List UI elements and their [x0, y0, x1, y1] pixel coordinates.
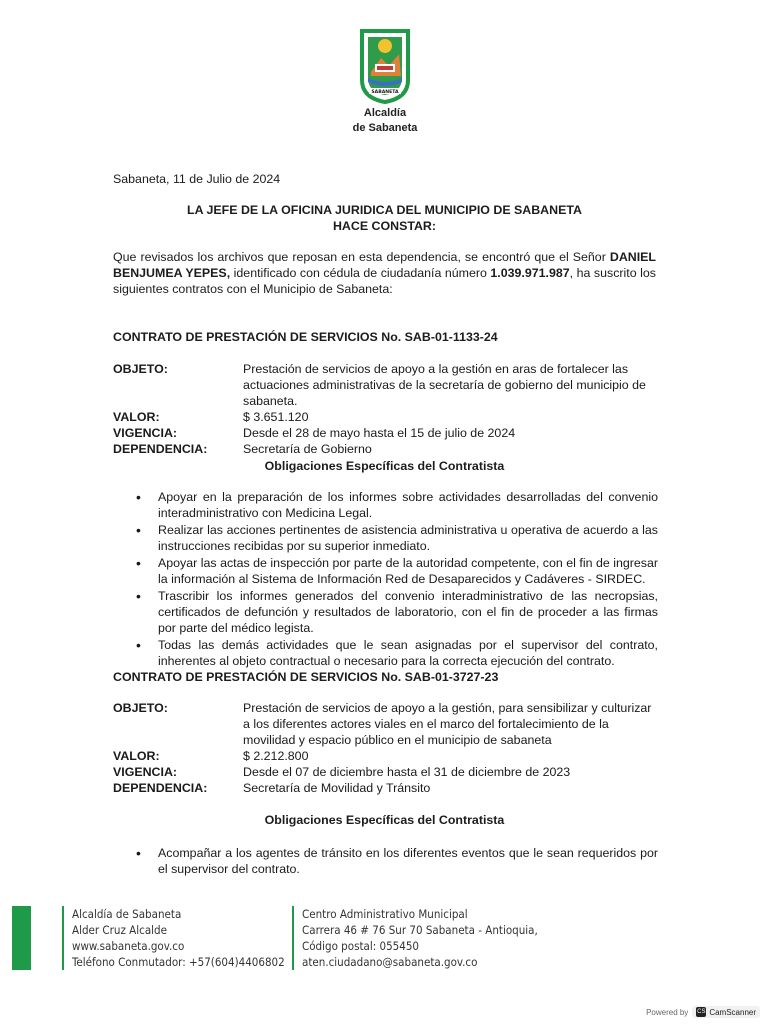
coat-of-arms-icon [359, 28, 411, 104]
detail-row-valor [113, 409, 658, 425]
seal-text: SABANETA [371, 90, 399, 95]
valor-value: $ 3.651.120 [243, 410, 309, 424]
footer-center-name: Centro Administrativo Municipal [302, 907, 468, 921]
valor-value: $ 2.212.800 [243, 749, 309, 763]
vigencia-label: VIGENCIA: [113, 765, 178, 779]
vigencia-value: Desde el 07 de diciembre hasta el 31 de diciembre de 2023 [243, 765, 571, 779]
contract-details [113, 361, 658, 457]
detail-row-valor [113, 748, 658, 764]
obligations-title: Obligaciones Específicas del Contratista [264, 459, 505, 473]
detail-row-vigencia [113, 425, 658, 441]
detail-row-dependencia [113, 780, 658, 796]
letter-date: Sabaneta, 11 de Julio de 2024 [113, 172, 281, 186]
list-item: • Trascribir los informes generados del convenio interadministrativo de las necropsias, certificados de defunción y resultados de laboratorio, con el fin de proceder a las firmas por parte del médico legista. [136, 588, 658, 636]
contractor-name: DANIEL BENJUMEA YEPES, [113, 250, 656, 280]
detail-row-objeto [113, 361, 658, 409]
detail-row-objeto [113, 700, 658, 748]
footer-entity: Alcaldía de Sabaneta [72, 907, 182, 921]
objeto-label: OBJETO: [113, 362, 168, 376]
camscanner-label: CamScanner [709, 1007, 756, 1017]
list-item: • Apoyar en la preparación de los informes sobre actividades desarrolladas del convenio interadministrativo con Medicina Legal. [136, 489, 658, 521]
contract-heading: CONTRATO DE PRESTACIÓN DE SERVICIOS No. SAB-01-1133-24 [113, 330, 498, 344]
dependencia-value: Secretaría de Movilidad y Tránsito [243, 781, 431, 795]
objeto-label: OBJETO: [113, 701, 168, 715]
vigencia-label: VIGENCIA: [113, 426, 178, 440]
camscanner-badge [692, 1006, 760, 1018]
powered-by-label: Powered by [646, 1007, 689, 1017]
dependencia-label: DEPENDENCIA: [113, 442, 208, 456]
letter-title-line2: HACE CONSTAR: [332, 219, 437, 233]
valor-label: VALOR: [113, 410, 160, 424]
intro-text-a: Que revisados los archivos que reposan en esta dependencia, se encontró que el Señor [113, 250, 610, 264]
footer-phone: Teléfono Conmutador: +57(604)4406802 [72, 955, 285, 969]
intro-paragraph [113, 249, 656, 297]
list-item: • Acompañar a los agentes de tránsito en los diferentes eventos que le sean requeridos por el supervisor del contrato. [136, 845, 658, 877]
footer-website-link[interactable]: www.sabaneta.gov.co [72, 939, 185, 953]
obligations-list [136, 845, 658, 878]
letter-title-line1: LA JEFE DE LA OFICINA JURIDICA DEL MUNICIPIO DE SABANETA [187, 203, 582, 217]
valor-label: VALOR: [113, 749, 160, 763]
footer-divider [292, 906, 294, 970]
intro-text-b: identificado con cédula de ciudadanía número [230, 266, 491, 280]
logo-name: Alcaldía [363, 107, 407, 119]
footer-address: Carrera 46 # 76 Sur 70 Sabaneta - Antioquia, [302, 923, 538, 937]
footer-email-link[interactable]: aten.ciudadano@sabaneta.gov.co [302, 955, 478, 969]
contract-details [113, 700, 658, 796]
intro-text-c: , ha suscrito los siguientes contratos con el Municipio de Sabaneta: [113, 266, 656, 296]
detail-row-vigencia [113, 764, 658, 780]
logo-city: de Sabaneta [352, 122, 418, 134]
footer-contact-left [72, 906, 285, 970]
vigencia-value: Desde el 28 de mayo hasta el 15 de julio de 2024 [243, 426, 516, 440]
dependencia-value: Secretaría de Gobierno [243, 442, 372, 456]
municipal-logo [330, 28, 440, 134]
scanner-watermark [646, 1006, 760, 1018]
contractor-id: 1.039.971.987 [490, 266, 570, 280]
dependencia-label: DEPENDENCIA: [113, 781, 208, 795]
contract-heading: CONTRATO DE PRESTACIÓN DE SERVICIOS No. SAB-01-3727-23 [113, 670, 499, 684]
list-item: • Todas las demás actividades que le sean asignadas por el supervisor del contrato, inherentes al objeto contractual o necesario para la correcta ejecución del contrato. [136, 637, 658, 669]
list-item: • Apoyar las actas de inspección por parte de la autoridad competente, con el fin de ingresar la información al Sistema de Información Red de Desaparecidos y Cadáveres - SIRDEC. [136, 555, 658, 587]
footer-accent-bar [12, 906, 31, 970]
objeto-value: Prestación de servicios de apoyo a la gestión en aras de fortalecer las actuaciones administrativas de la secretaría de gobierno del municipio de sabaneta. [243, 362, 646, 408]
obligations-title: Obligaciones Específicas del Contratista [264, 813, 505, 827]
footer-postal-code: Código postal: 055450 [302, 939, 419, 953]
objeto-value: Prestación de servicios de apoyo a la gestión, para sensibilizar y culturizar a los diferentes actores viales en el marco del fortalecimiento de la movilidad y espacio público en el municipio de sabaneta [243, 701, 652, 747]
footer-mayor: Alder Cruz Alcalde [72, 923, 167, 937]
detail-row-dependencia [113, 441, 658, 457]
footer-contact-right [302, 906, 538, 970]
list-item: • Realizar las acciones pertinentes de asistencia administrativa u operativa de acuerdo a las instrucciones recibidas por su superior inmediato. [136, 522, 658, 554]
camscanner-icon: CS [697, 1009, 706, 1015]
footer-divider [62, 906, 64, 970]
obligations-list [136, 489, 658, 670]
